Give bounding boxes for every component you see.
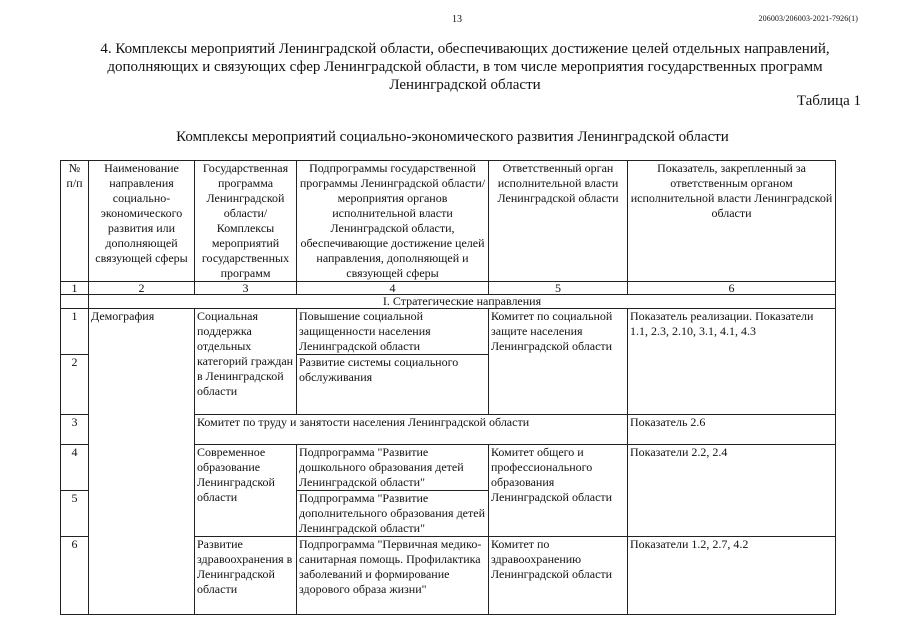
subprogram-cell: Подпрограмма "Развитие дошкольного образования детей Ленинградской области" [297,445,489,491]
program-cell: Современное образование Ленинградской области [195,445,297,537]
subprogram-cell: Подпрограмма "Развитие дополнительного образования детей Ленинградской области" [297,491,489,537]
col-number: 2 [89,282,195,295]
row-number: 5 [61,491,89,537]
row-number: 6 [61,537,89,615]
col-number: 3 [195,282,297,295]
direction-cell: Демография [89,309,195,615]
col-number: 6 [628,282,836,295]
section-empty-cell [61,295,89,309]
authority-wide-cell: Комитет по труду и занятости населения Ленинградской области [195,415,628,445]
program-cell: Развитие здравоохранения в Ленинградской области [195,537,297,615]
col-number: 4 [297,282,489,295]
row-number: 2 [61,355,89,415]
indicator-cell: Показатель 2.6 [628,415,836,445]
section-heading: 4. Комплексы мероприятий Ленинградской области, обеспечивающих достижение целей отдельных направлений, дополняющих и связующих сфер Ленинградской области, в том числе мероприятия государственных программ Ленинградской области [100,41,830,93]
header-num: № п/п [61,161,89,282]
authority-cell: Комитет по социальной защите населения Ленинградской области [489,309,628,415]
header-subprograms: Подпрограммы государственной программы Ленинградской области/мероприятия органов исполнительной власти Ленинградской области, обеспечивающие достижение целей направления, дополняющей и связующей сферы [297,161,489,282]
indicator-cell: Показатель реализации. Показатели 1.1, 2.3, 2.10, 3.1, 4.1, 4.3 [628,309,836,415]
row-number: 3 [61,415,89,445]
header-program: Государственная программа Ленинградской области/ Комплексы мероприятий государственных программ [195,161,297,282]
document-id: 206003/206003-2021-7926(1) [758,14,858,23]
col-number: 1 [61,282,89,295]
header-direction: Наименование направления социально-экономического развития или дополняющей связующей сферы [89,161,195,282]
authority-cell: Комитет по здравоохранению Ленинградской области [489,537,628,615]
header-indicator: Показатель, закрепленный за ответственным органом исполнительной власти Ленинградской области [628,161,836,282]
measures-table [60,160,836,615]
subprogram-cell: Повышение социальной защищенности населения Ленинградской области [297,309,489,355]
authority-cell: Комитет общего и профессионального образования Ленинградской области [489,445,628,537]
section-title: I. Стратегические направления [89,295,836,309]
page-number: 13 [452,14,462,25]
table-label: Таблица 1 [796,93,861,109]
row-number: 1 [61,309,89,355]
subprogram-cell: Развитие системы социального обслуживания [297,355,489,415]
table-row [61,309,836,355]
col-number: 5 [489,282,628,295]
column-numbers-row [61,282,836,295]
section-row [61,295,836,309]
table-title: Комплексы мероприятий социально-экономического развития Ленинградской области [176,129,729,145]
indicator-cell: Показатели 1.2, 2.7, 4.2 [628,537,836,615]
header-authority: Ответственный орган исполнительной власти Ленинградской области [489,161,628,282]
row-number: 4 [61,445,89,491]
header-row [61,161,836,282]
indicator-cell: Показатели 2.2, 2.4 [628,445,836,537]
program-cell: Социальная поддержка отдельных категорий граждан в Ленинградской области [195,309,297,415]
subprogram-cell: Подпрограмма "Первичная медико-санитарная помощь. Профилактика заболеваний и формирование здорового образа жизни" [297,537,489,615]
